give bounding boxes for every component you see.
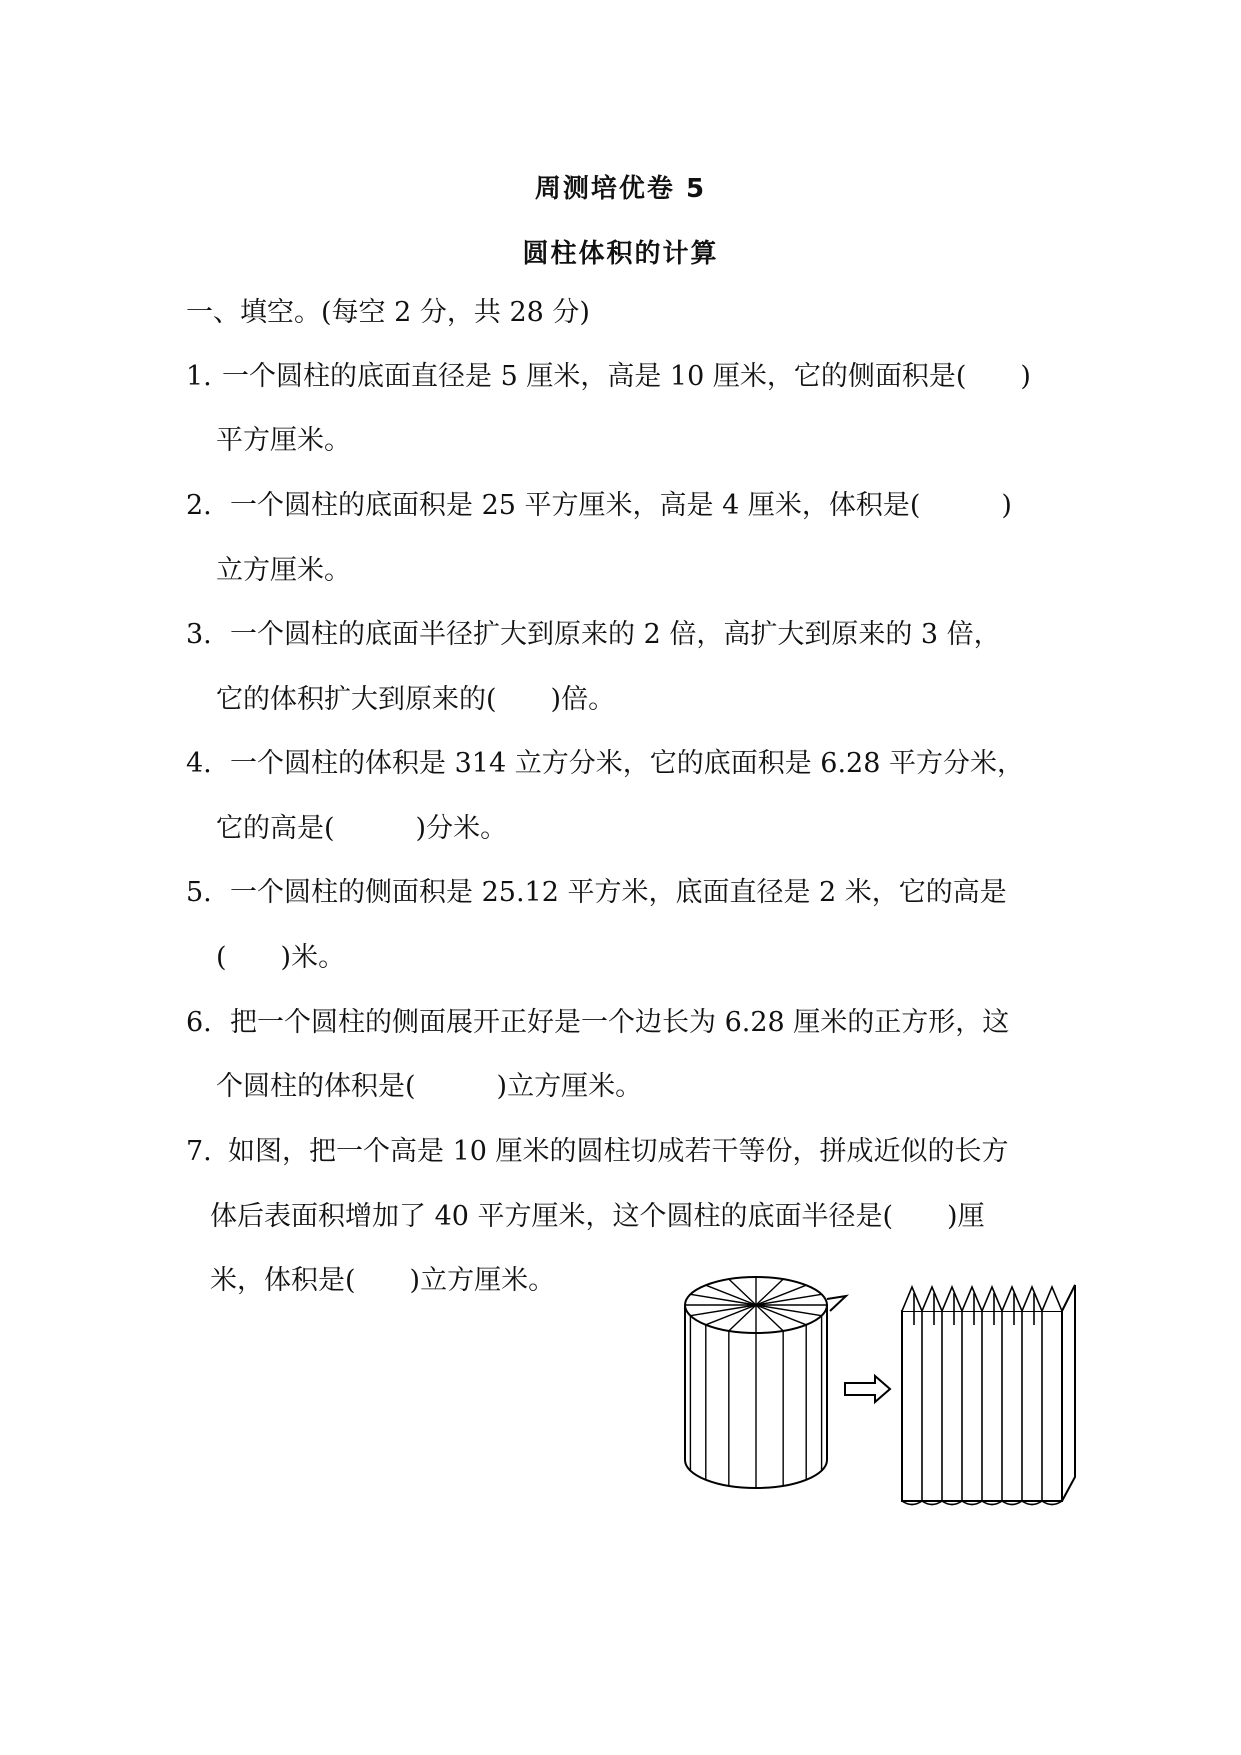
slice-radial-line [756,1305,806,1325]
page-subtitle: 圆柱体积的计算 [522,239,719,269]
right-arrow-icon [845,1376,890,1402]
question-4-line-1: 一个圆柱的体积是 314 立方分米，它的底面积是 6.28 平方分米， [230,748,1024,779]
question-2-line-2: 立方厘米。 [216,555,351,586]
question-3-line-2: 它的体积扩大到原来的( )倍。 [216,684,616,715]
question-4-line-2: 它的高是( )分米。 [216,813,508,844]
question-7-line-3: 米，体积是( )立方厘米。 [210,1265,556,1296]
question-3-line-1: 一个圆柱的底面半径扩大到原来的 2 倍，高扩大到原来的 3 倍， [230,619,1001,650]
approx-cuboid-icon [902,1285,1075,1505]
question-6-line-2: 个圆柱的体积是( )立方厘米。 [216,1071,643,1102]
question-5-number: 5. [186,877,212,908]
cuboid-top-zigzag [902,1287,1062,1311]
question-2-number: 2. [186,490,212,521]
question-6-number: 6. [186,1007,212,1038]
slice-radial-line [706,1305,756,1325]
sliced-cylinder-icon [685,1277,846,1488]
cylinder-to-cuboid-figure [680,1265,1100,1510]
question-7-line-2: 体后表面积增加了 40 平方厘米，这个圆柱的底面半径是( )厘 [210,1201,985,1232]
question-7-number: 7. [186,1136,212,1167]
question-4-number: 4. [186,748,212,779]
slice-radial-line [756,1285,806,1305]
question-7-line-1: 如图，把一个高是 10 厘米的圆柱切成若干等份，拼成近似的长方 [228,1136,1009,1167]
page-title: 周测培优卷 5 [534,174,707,204]
question-1-number: 1. [186,361,212,392]
section-heading: 一、填空。(每空 2 分，共 28 分) [186,297,590,328]
question-5-line-1: 一个圆柱的侧面积是 25.12 平方米，底面直径是 2 米，它的高是 [230,877,1007,908]
question-1-line-1: 一个圆柱的底面直径是 5 厘米，高是 10 厘米，它的侧面积是( ) [222,361,1031,392]
question-5-line-2: ( )米。 [216,942,346,973]
slice-radial-line [706,1285,756,1305]
question-1-line-2: 平方厘米。 [216,425,351,456]
question-3-number: 3. [186,619,212,650]
question-2-line-1: 一个圆柱的底面积是 25 平方厘米，高是 4 厘米，体积是( ) [230,490,1012,521]
question-6-line-1: 把一个圆柱的侧面展开正好是一个边长为 6.28 厘米的正方形，这 [230,1007,1010,1038]
